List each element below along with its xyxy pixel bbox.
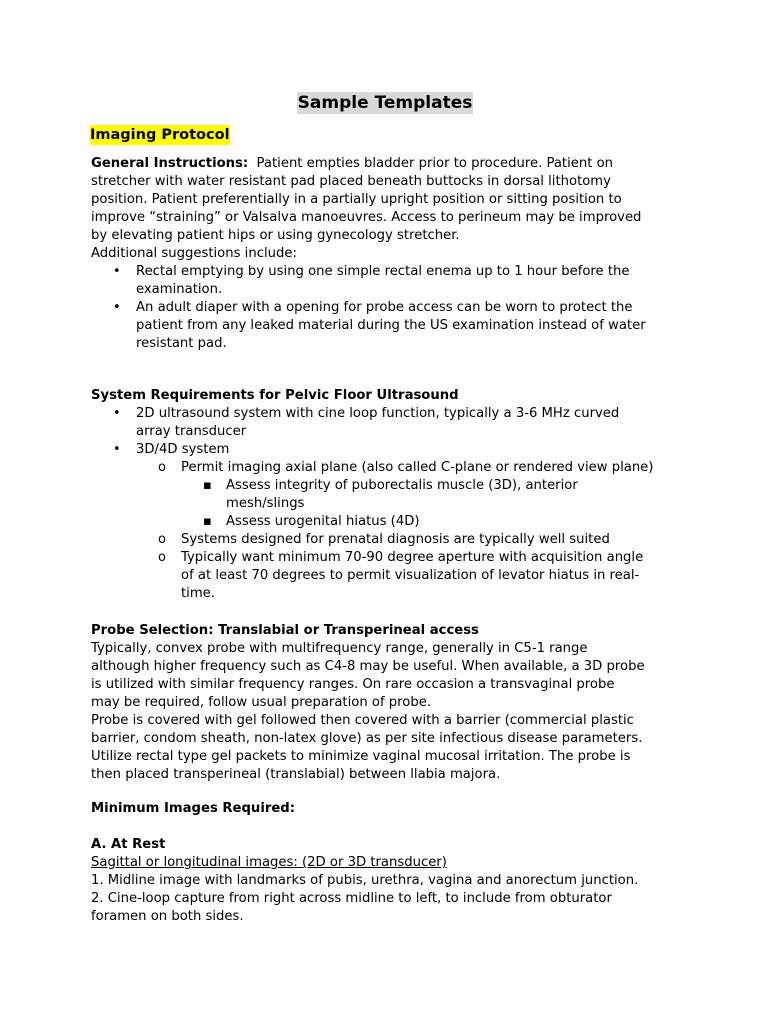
subsub-list-item-cont: mesh/slings bbox=[226, 496, 305, 511]
probe-line: although higher frequency such as C4-8 may be useful. When available, a 3D probe bbox=[91, 659, 645, 674]
list-text: Permit imaging axial plane (also called C-plane or rendered view plane) bbox=[181, 460, 654, 475]
sagittal-subheading: Sagittal or longitudinal images: (2D or 3D transducer) bbox=[91, 855, 447, 870]
subsub-list-item bbox=[91, 477, 681, 495]
system-requirements bbox=[91, 387, 681, 603]
probe-line: may be required, follow usual preparation of probe. bbox=[91, 695, 432, 710]
list-item bbox=[91, 441, 681, 459]
spacer bbox=[91, 818, 681, 836]
list-item bbox=[91, 263, 681, 281]
general-label: General Instructions: bbox=[91, 156, 249, 171]
list-item bbox=[91, 405, 681, 423]
probe-line: Typically, convex probe with multifrequency range, generally in C5-1 range bbox=[91, 641, 588, 656]
square-marker: ▪ bbox=[203, 514, 212, 529]
probe-line: is utilized with similar frequency ranges. On rare occasion a transvaginal probe bbox=[91, 677, 615, 692]
list-item bbox=[91, 299, 681, 317]
at-rest-heading: A. At Rest bbox=[91, 837, 166, 852]
minimum-images bbox=[91, 800, 681, 926]
list-text: Typically want minimum 70-90 degree aperture with acquisition angle bbox=[181, 550, 644, 565]
probe-line: Probe is covered with gel followed then covered with a barrier (commercial plastic bbox=[91, 713, 634, 728]
minimum-line: 2. Cine-loop capture from right across midline to left, to include from obturator bbox=[91, 891, 612, 906]
general-instructions bbox=[91, 155, 681, 353]
title-container bbox=[0, 92, 770, 114]
minimum-line: foramen on both sides. bbox=[91, 909, 244, 924]
square-marker: ▪ bbox=[203, 478, 212, 493]
list-item-cont: patient from any leaked material during the US examination instead of water bbox=[136, 318, 646, 333]
list-text: 3D/4D system bbox=[136, 442, 230, 457]
general-line bbox=[91, 155, 681, 173]
page-title: Sample Templates bbox=[297, 93, 473, 113]
sub-list-item bbox=[91, 549, 681, 567]
section-heading: Imaging Protocol bbox=[90, 127, 230, 143]
list-text: Assess integrity of puborectalis muscle (3D), anterior bbox=[226, 478, 578, 493]
general-text: Patient empties bladder prior to procedure. Patient on bbox=[248, 156, 613, 171]
list-item-cont: resistant pad. bbox=[136, 336, 227, 351]
sub-list-item-cont: time. bbox=[181, 586, 215, 601]
general-line: improve “straining” or Valsalva manoeuvres. Access to perineum may be improved bbox=[91, 210, 642, 225]
circle-marker: o bbox=[158, 532, 166, 547]
bullet-marker: • bbox=[113, 264, 121, 279]
circle-marker: o bbox=[158, 460, 166, 475]
probe-line: Utilize rectal type gel packets to minimize vaginal mucosal irritation. The probe is bbox=[91, 749, 631, 764]
minimum-heading: Minimum Images Required: bbox=[91, 801, 295, 816]
list-item-cont: examination. bbox=[136, 282, 223, 297]
list-text: Systems designed for prenatal diagnosis are typically well suited bbox=[181, 532, 610, 547]
general-line: by elevating patient hips or using gynecology stretcher. bbox=[91, 228, 460, 243]
probe-heading: Probe Selection: Translabial or Transperineal access bbox=[91, 623, 479, 638]
general-line: stretcher with water resistant pad placed beneath buttocks in dorsal lithotomy bbox=[91, 174, 611, 189]
system-heading: System Requirements for Pelvic Floor Ultrasound bbox=[91, 388, 459, 403]
probe-line: then placed transperineal (translabial) between llabia majora. bbox=[91, 767, 501, 782]
bullet-marker: • bbox=[113, 300, 121, 315]
probe-line: barrier, condom sheath, non-latex glove) as per site infectious disease parameters. bbox=[91, 731, 643, 746]
bullet-marker: • bbox=[113, 406, 121, 421]
list-text: An adult diaper with a opening for probe access can be worn to protect the bbox=[136, 300, 633, 315]
list-item-cont: array transducer bbox=[136, 424, 247, 439]
bullet-marker: • bbox=[113, 442, 121, 457]
sub-list-item-cont: of at least 70 degrees to permit visualization of levator hiatus in real- bbox=[181, 568, 640, 583]
list-text: Assess urogenital hiatus (4D) bbox=[226, 514, 420, 529]
probe-selection bbox=[91, 622, 681, 784]
sub-list-item bbox=[91, 459, 681, 477]
minimum-line: 1. Midline image with landmarks of pubis, urethra, vagina and anorectum junction. bbox=[91, 873, 639, 888]
subsub-list-item bbox=[91, 513, 681, 531]
general-line: Additional suggestions include: bbox=[91, 246, 297, 261]
circle-marker: o bbox=[158, 550, 166, 565]
general-line: position. Patient preferentially in a partially upright position or sitting position to bbox=[91, 192, 622, 207]
sub-list-item bbox=[91, 531, 681, 549]
list-text: 2D ultrasound system with cine loop function, typically a 3-6 MHz curved bbox=[136, 406, 620, 421]
list-text: Rectal emptying by using one simple rectal enema up to 1 hour before the bbox=[136, 264, 630, 279]
